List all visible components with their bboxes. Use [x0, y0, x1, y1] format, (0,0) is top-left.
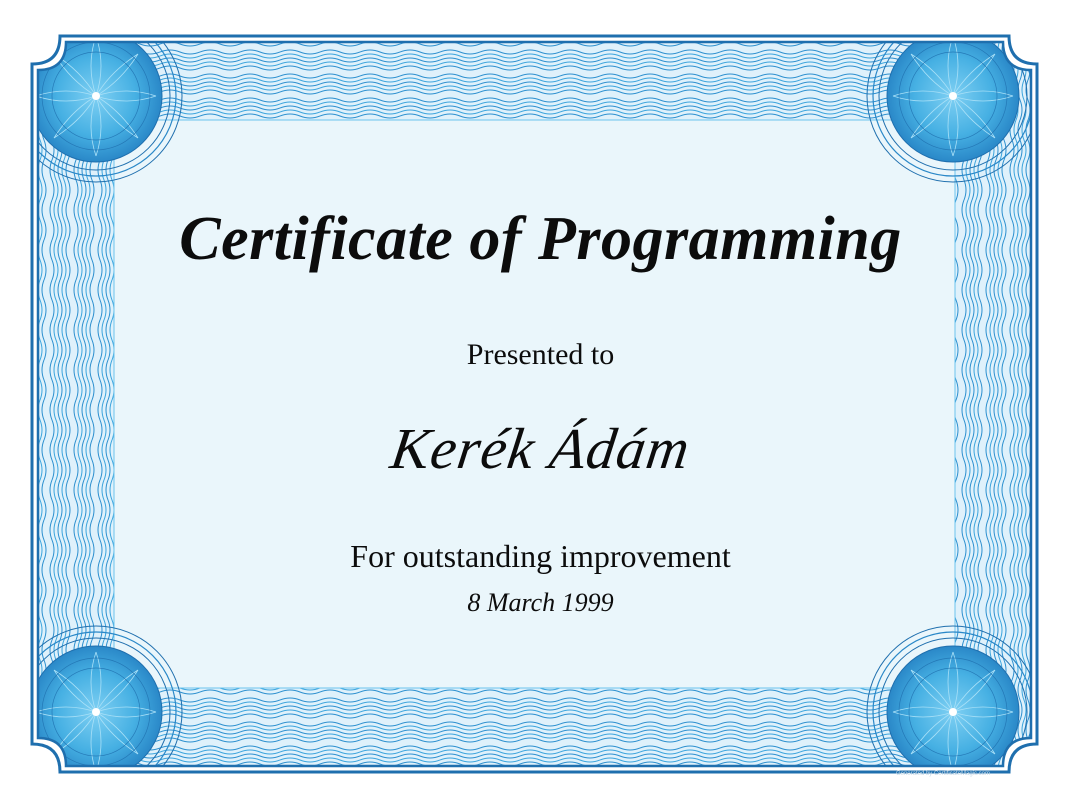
certificate-title: Certificate of Programming: [179, 205, 902, 273]
award-reason: For outstanding improvement: [350, 538, 731, 574]
recipient-name: Kerék Ádám: [386, 416, 695, 481]
presented-label: Presented to: [466, 338, 615, 371]
generator-watermark: Generated by CertificateMagic.com: [895, 771, 990, 777]
award-date: 8 March 1999: [467, 588, 614, 617]
